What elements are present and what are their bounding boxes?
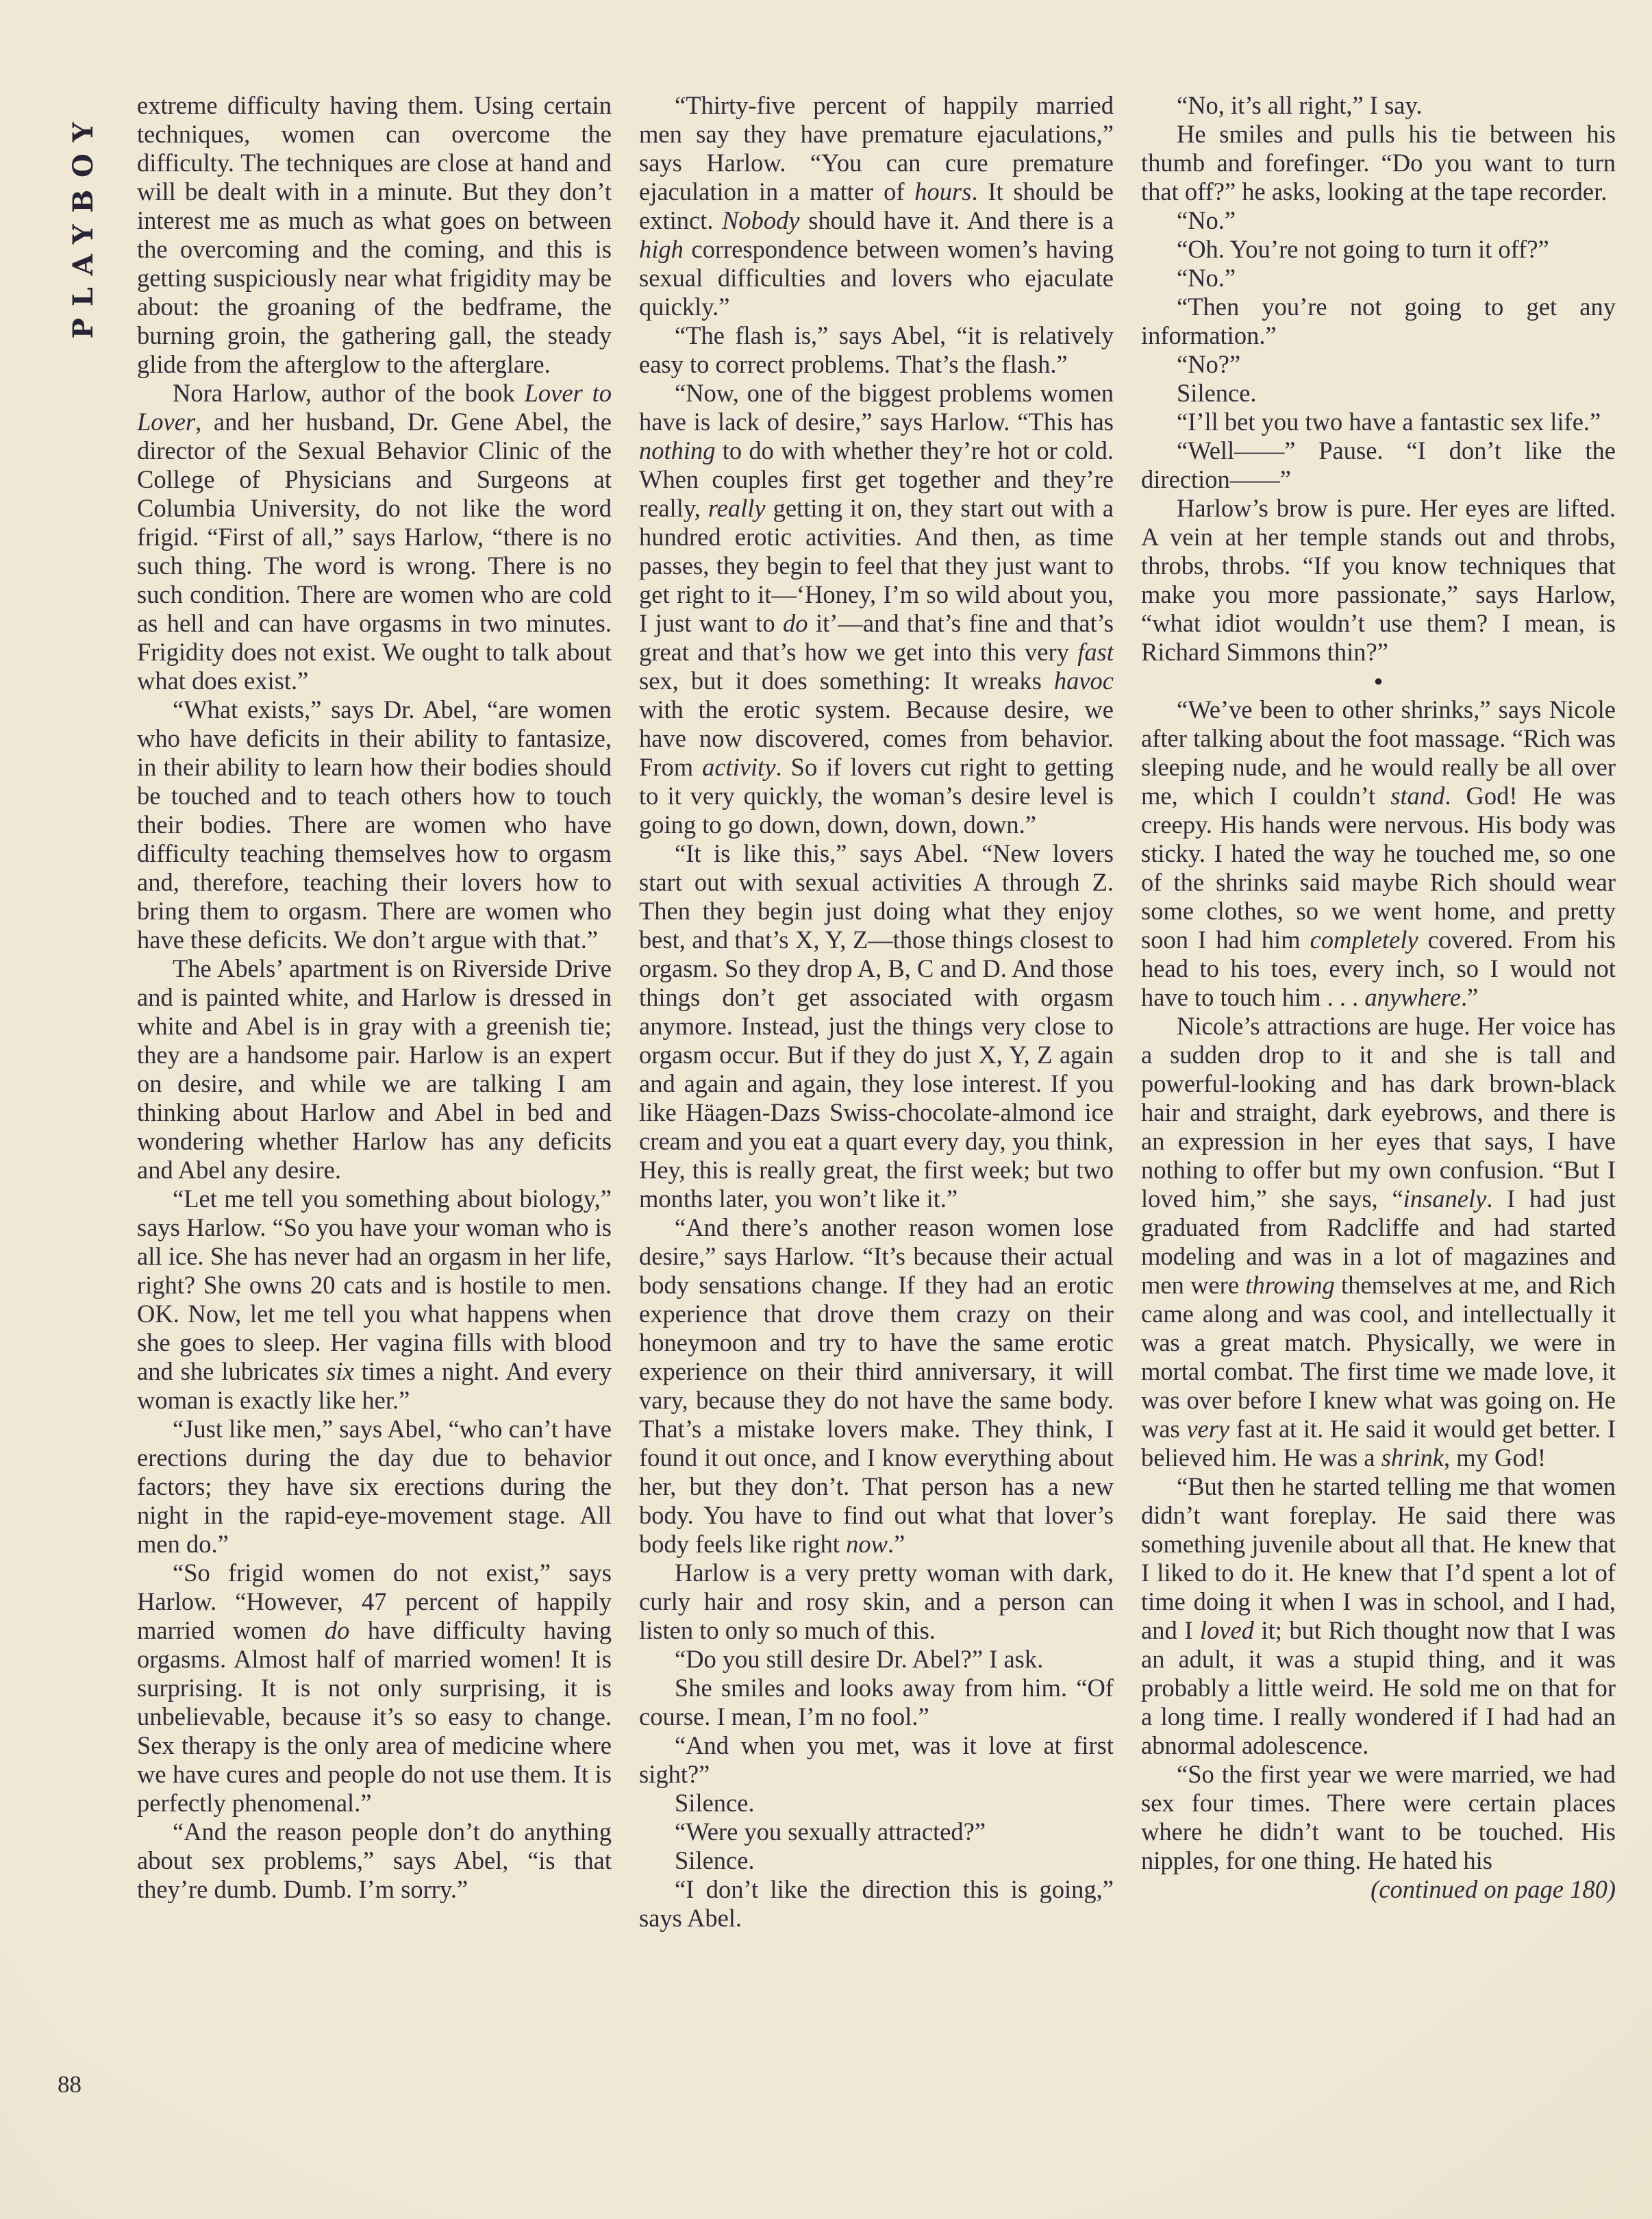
paragraph: He smiles and pulls his tie between his thumb and forefinger. “Do you want to turn that off?” he asks, looking at the tape recorder. (1141, 120, 1616, 206)
paragraph: “No.” (1177, 206, 1236, 234)
paragraph: “Let me tell you something about biology,” says Harlow. “So you have your woman who is all ice. She has never had an orgasm in her life, right? She owns 20 cats and is hostile to men. OK. Now, let me tell you what happens when she goes to sleep. Her vagina fills with blood and she lubricates six times a night. And every woman is exactly like her.” (137, 1185, 612, 1414)
paragraph: “What exists,” says Dr. Abel, “are women who have deficits in their ability to fantasize, in their ability to learn how their bodies should be touched and to teach others how to touch their bodies. There are women who have difficulty teaching themselves how to orgasm and, therefore, teaching their lovers how to bring them to orgasm. There are women who have these deficits. We don’t argue with that.” (137, 695, 612, 954)
paragraph: “Just like men,” says Abel, “who can’t have erections during the day due to behavior factors; they have six erections during the night in the rapid-eye-movement stage. All men do.” (137, 1415, 612, 1558)
paragraph: “I’ll bet you two have a fantastic sex life.” (1177, 408, 1601, 436)
paragraph: “But then he started telling me that women didn’t want foreplay. He said there was something juvenile about all that. He knew that I liked to do it. He knew that I’d spent a lot of time doing it when I was in school, and I had, and I loved it; but Rich thought now that I was an adult, it was a stupid thing, and it was probably a little weird. He sold me on that for a long time. I really wondered if I had had an abnormal adolescence. (1141, 1472, 1616, 1759)
spine-wordmark: PLAYBOY (67, 110, 99, 339)
paragraph: “Oh. You’re not going to turn it off?” (1177, 235, 1549, 263)
text-column-2 (639, 91, 1114, 1933)
section-break-bullet: ● (1373, 672, 1384, 689)
paragraph: “And the reason people don’t do anything about sex problems,” says Abel, “is that they’re dumb. Dumb. I’m sorry.” (137, 1818, 612, 1903)
paragraph: “No, it’s all right,” I say. (1177, 91, 1423, 119)
paragraph: Harlow’s brow is pure. Her eyes are lifted. A vein at her temple stands out and throbs, throbs, throbs. “If you know techniques that make you more passionate,” says Harlow, “what idiot wouldn’t use them? I mean, is Richard Simmons thin?” (1141, 494, 1616, 666)
paragraph: “The flash is,” says Abel, “it is relatively easy to correct problems. That’s the flash.” (639, 321, 1114, 378)
paragraph: “And there’s another reason women lose desire,” says Harlow. “It’s because their actual body sensations change. If they had an erotic experience that drove them crazy on their honeymoon and try to have the same erotic experience on their third anniversary, it will vary, because they do not have the same body. That’s a mistake lovers make. They think, I found it out once, and I know everything about her, but they don’t. That person has a new body. You have to find out what that lover’s body feels like right now.” (639, 1213, 1114, 1558)
paragraph: “Then you’re not going to get any information.” (1141, 293, 1616, 349)
paragraph: She smiles and looks away from him. “Of course. I mean, I’m no fool.” (639, 1674, 1114, 1731)
paragraph: The Abels’ apartment is on Riverside Drive and is painted white, and Harlow is dressed in white and Abel is in gray with a greenish tie; they are a handsome pair. Harlow is an expert on desire, and while we are talking I am thinking about Harlow and Abel in bed and wondering whether Harlow has any deficits and Abel any desire. (137, 954, 612, 1184)
paragraph: “So frigid women do not exist,” says Harlow. “However, 47 percent of happily married women do have difficulty having orgasms. Almost half of married women! It is surprising. It is not only surprising, it is unbelievable, because it’s so easy to change. Sex therapy is the only area of medicine where we have cures and people do not use them. It is perfectly phenomenal.” (137, 1559, 612, 1817)
paragraph: “Well——” Pause. “I don’t like the direction——” (1141, 436, 1616, 493)
paragraph: “No?” (1177, 350, 1241, 378)
paragraph: “Do you still desire Dr. Abel?” I ask. (675, 1645, 1044, 1673)
paragraph: Silence. (675, 1846, 755, 1874)
paragraph: “Thirty-five percent of happily married men say they have premature ejaculations,” says Harlow. “You can cure premature ejaculation in a matter of hours. It should be extinct. Nobody should have it. And there is a high correspondence between women’s having sexual difficulties and lovers who ejaculate quickly.” (639, 91, 1114, 321)
paragraph: “Were you sexually attracted?” (675, 1818, 986, 1846)
paragraph: “Now, one of the biggest problems women have is lack of desire,” says Harlow. “This has nothing to do with whether they’re hot or cold. When couples first get together and they’re really, really getting it on, they start out with a hundred erotic activities. And then, as time passes, they begin to feel that they just want to get right to it—‘Honey, I’m so wild about you, I just want to do it’—and that’s fine and that’s great and that’s how we get into this very fast sex, but it does something: It wreaks havoc with the erotic system. Because desire, we have now discovered, comes from behavior. From activity. So if lovers cut right to getting to it very quickly, the woman’s desire level is going to go down, down, down, down.” (639, 379, 1114, 839)
paragraph: Nora Harlow, author of the book Lover to Lover, and her husband, Dr. Gene Abel, the director of the Sexual Behavior Clinic of the College of Physicians and Surgeons at Columbia University, do not like the word frigid. “First of all,” says Harlow, “there is no such thing. The word is wrong. There is no such condition. There are women who are cold as hell and can have orgasms in two minutes. Frigidity does not exist. We ought to talk about what does exist.” (137, 379, 612, 695)
paragraph: “I don’t like the direction this is going,” says Abel. (639, 1875, 1114, 1932)
paragraph: Harlow is a very pretty woman with dark, curly hair and rosy skin, and a person can listen to only so much of this. (639, 1559, 1114, 1644)
paragraph: “So the first year we were married, we had sex four times. There were certain places where he didn’t want to be touched. His nipples, for one thing. He hated his (1141, 1760, 1616, 1874)
text-column-1 (137, 91, 612, 1933)
paragraph: Silence. (1177, 379, 1257, 407)
page-number: 88 (58, 2071, 82, 2098)
paragraph: “It is like this,” says Abel. “New lovers start out with sexual activities A through Z. Then they begin just doing what they enjoy best, and that’s X, Y, Z—those things closest to orgasm. So they drop A, B, C and D. And those things don’t get associated with orgasm anymore. Instead, just the things very close to orgasm occur. But if they do just X, Y, Z again and again and again, they lose interest. If you like Häagen-Dazs Swiss-chocolate-almond ice cream and you eat a quart every day, you think, Hey, this is really great, the first week; but two months later, you won’t like it.” (639, 839, 1114, 1213)
paragraph: “And when you met, was it love at first sight?” (639, 1731, 1114, 1788)
continued-note: (continued on page 180) (1371, 1875, 1616, 1903)
paragraph: Nicole’s attractions are huge. Her voice has a sudden drop to it and she is tall and powerful-looking and has dark brown-black hair and straight, dark eyebrows, and there is an expression in her eyes that says, I have nothing to offer but my own confusion. “But I loved him,” she says, “insanely. I had just graduated from Radcliffe and had started modeling and was in a lot of magazines and men were throwing themselves at me, and Rich came along and was cool, and intellectually it was a great match. Physically, we were in mortal combat. The first time we made love, it was over before I knew what was going on. He was very fast at it. He said it would get better. I believed him. He was a shrink, my God! (1141, 1012, 1616, 1472)
paragraph: Silence. (675, 1789, 755, 1817)
paragraph: “No.” (1177, 264, 1236, 292)
paragraph: extreme difficulty having them. Using certain techniques, women can overcome the difficulty. The techniques are close at hand and will be dealt with in a minute. But they don’t interest me as much as what goes on between the overcoming and the coming, and this is getting suspiciously near what frigidity may be about: the groaning of the bedframe, the burning groin, the gathering gall, the steady glide from the afterglow to the afterglare. (137, 91, 612, 378)
paragraph: “We’ve been to other shrinks,” says Nicole after talking about the foot massage. “Rich was sleeping nude, and he would really be all over me, which I couldn’t stand. God! He was creepy. His hands were nervous. His body was sticky. I hated the way he touched me, so one of the shrinks said maybe Rich should wear some clothes, so we went home, and pretty soon I had him completely covered. From his head to his toes, every inch, so I would not have to touch him . . . anywhere.” (1141, 695, 1616, 1011)
columns (137, 91, 1616, 1933)
text-column-3 (1141, 91, 1616, 1933)
